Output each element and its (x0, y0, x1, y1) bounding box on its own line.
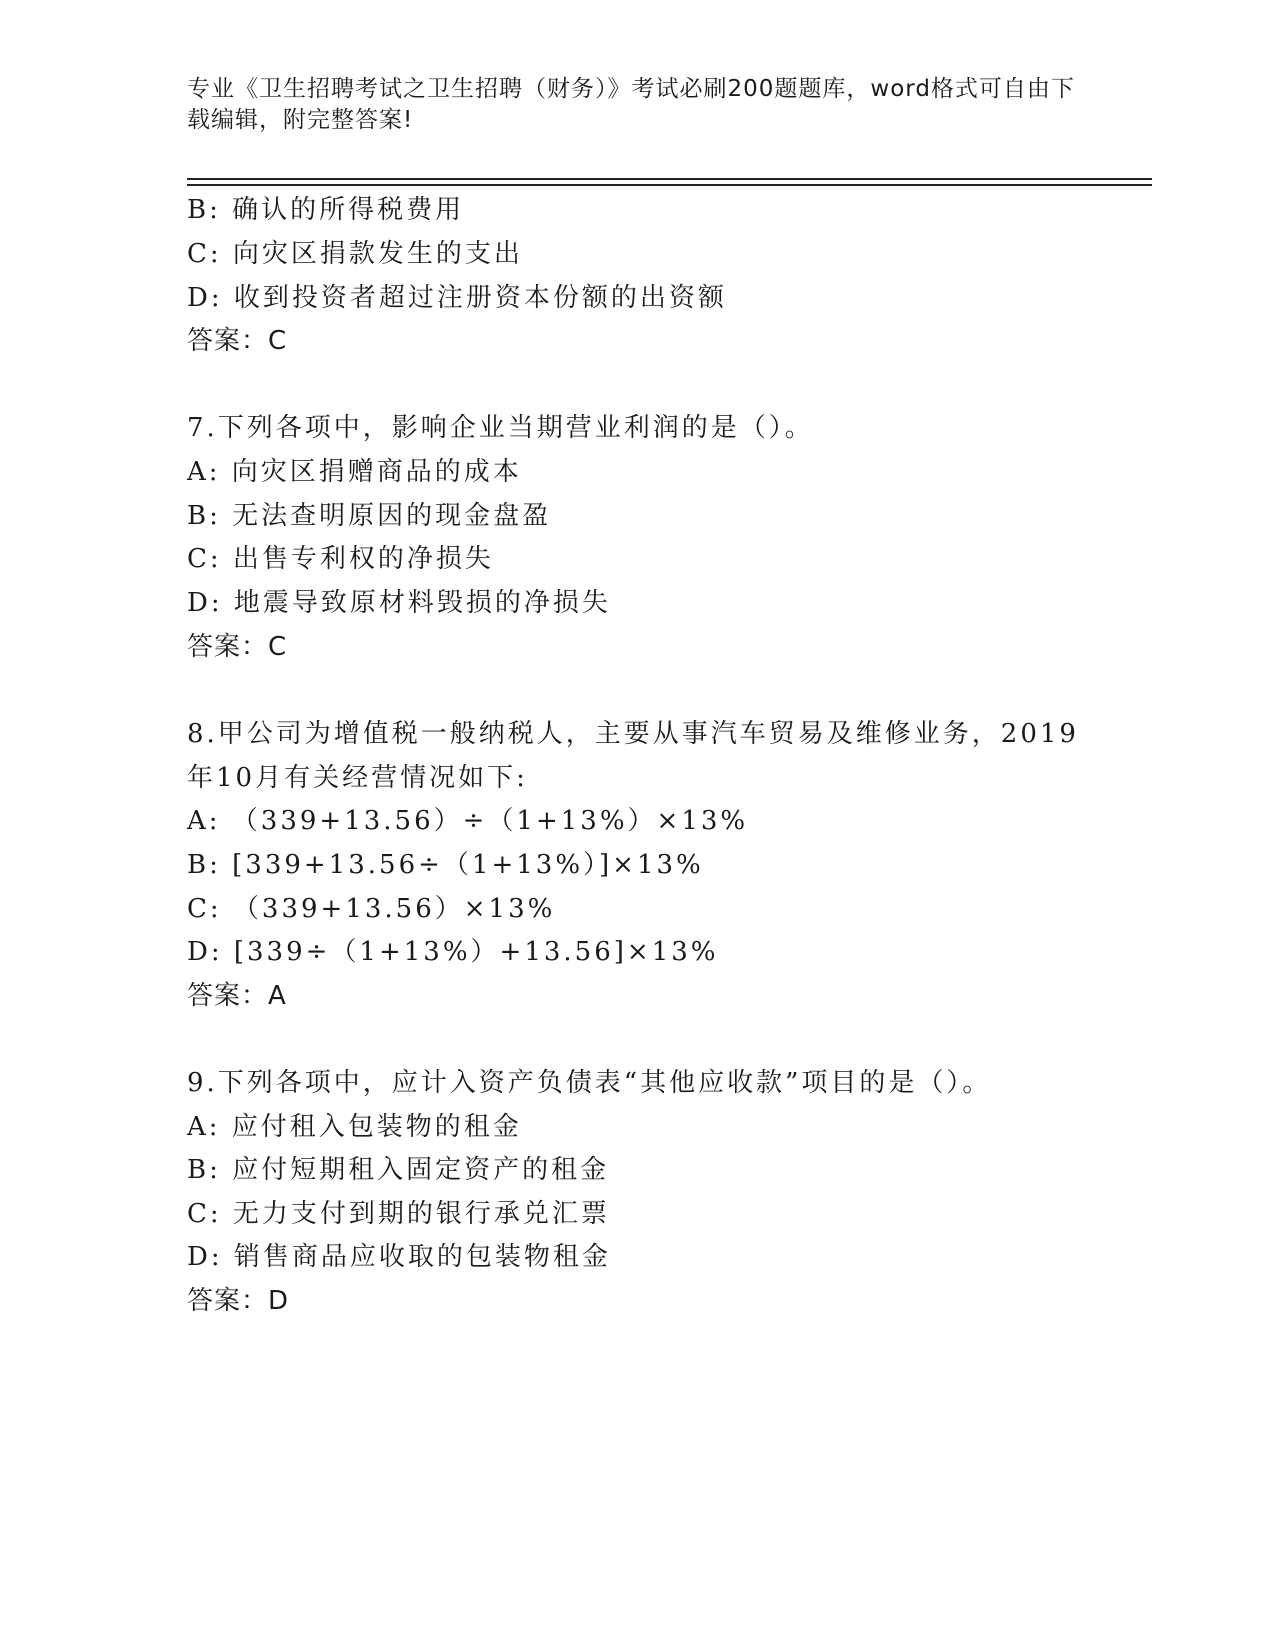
q8-option-b: B: [339+13.56÷（1+13%）]×13% (187, 850, 704, 880)
q9-answer: 答案：D (187, 1286, 290, 1316)
q8-answer: 答案：A (187, 981, 287, 1011)
q7-answer: 答案：C (187, 632, 288, 662)
prev-option-c: C: 向灾区捐款发生的支出 (187, 239, 523, 269)
q7-option-c: C: 出售专利权的净损失 (187, 544, 494, 574)
header-divider-bottom (187, 184, 1152, 186)
q8-option-c: C: （339+13.56）×13% (187, 894, 556, 924)
q7-stem: 7.下列各项中，影响企业当期营业利润的是（）。 (187, 413, 814, 443)
prev-answer: 答案：C (187, 326, 288, 356)
q8-option-a: A: （339+13.56）÷（1+13%）×13% (187, 806, 749, 836)
q7-option-b: B: 无法查明原因的现金盘盈 (187, 501, 552, 531)
q9-option-d: D: 销售商品应收取的包装物租金 (187, 1242, 611, 1272)
document-header: 专业《卫生招聘考试之卫生招聘（财务）》考试必刷200题题库，word格式可自由下载编辑，附完整答案! (187, 76, 1075, 133)
q9-option-b: B: 应付短期租入固定资产的租金 (187, 1155, 610, 1185)
prev-option-b: B: 确认的所得税费用 (187, 195, 465, 225)
q9-option-c: C: 无力支付到期的银行承兑汇票 (187, 1199, 610, 1229)
q8-stem-line-2: 年10月有关经营情况如下: (187, 763, 528, 793)
q7-option-a: A: 向灾区捐赠商品的成本 (187, 457, 522, 487)
prev-option-d: D: 收到投资者超过注册资本份额的出资额 (187, 283, 727, 313)
q7-option-d: D: 地震导致原材料毁损的净损失 (187, 588, 611, 618)
q8-option-d: D: [339÷（1+13%）+13.56]×13% (187, 937, 719, 967)
q9-stem: 9.下列各项中，应计入资产负债表“其他应收款”项目的是（）。 (187, 1068, 992, 1098)
header-divider-top (187, 178, 1152, 180)
q8-stem-line-1: 8.甲公司为增值税一般纳税人，主要从事汽车贸易及维修业务，2019 (187, 719, 1079, 749)
q9-option-a: A: 应付租入包装物的租金 (187, 1112, 522, 1142)
